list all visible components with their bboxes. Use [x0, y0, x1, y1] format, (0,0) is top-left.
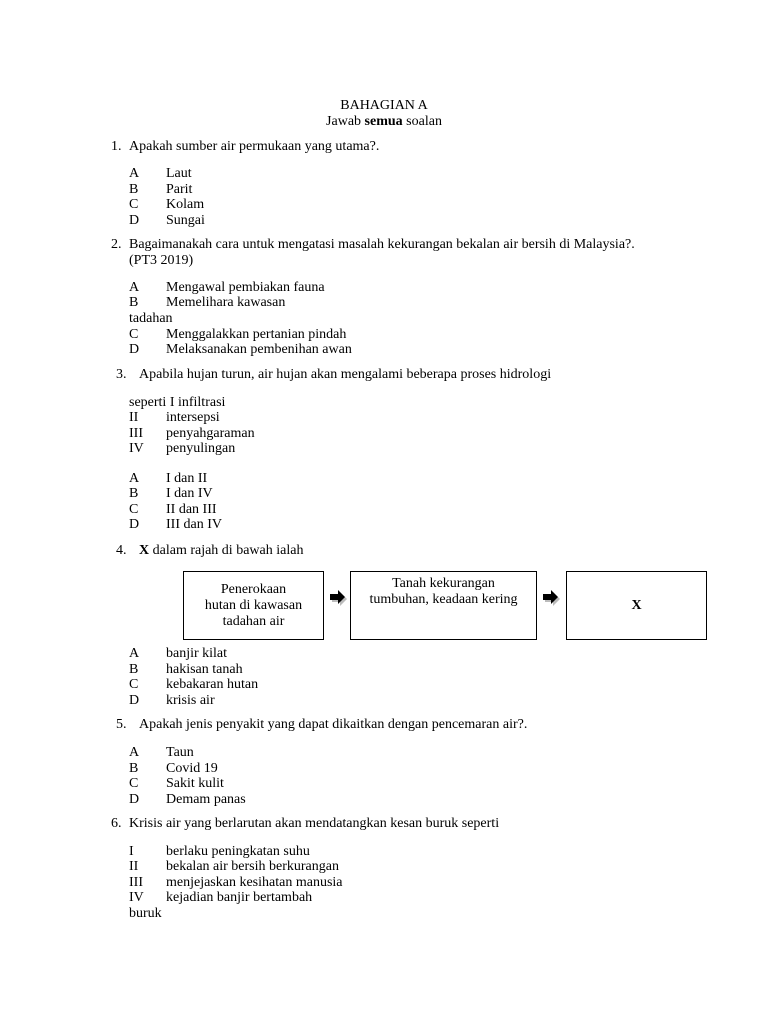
question-3-text: Apabila hujan turun, air hujan akan mengalami beberapa proses hidrologi	[139, 367, 552, 382]
diagram-box-1-line: hutan di kawasan	[204, 597, 303, 613]
option-letter: C	[129, 502, 139, 517]
question-4-number: 4.	[116, 543, 127, 558]
option-text: kebakaran hutan	[166, 677, 259, 692]
option-letter: D	[129, 342, 140, 357]
option-letter: A	[129, 745, 140, 760]
diagram-box-2	[350, 571, 537, 640]
statement-wrap-text: buruk	[129, 906, 162, 921]
option-text: Sungai	[166, 213, 205, 228]
option-text: Parit	[166, 182, 193, 197]
option-letter: C	[129, 776, 139, 791]
option-text: hakisan tanah	[166, 662, 243, 677]
statement-text: berlaku peningkatan suhu	[166, 844, 310, 859]
option-letter: D	[129, 213, 140, 228]
diagram-box-2-line: Tanah kekurangan	[392, 576, 495, 591]
option-text: Memelihara kawasan	[166, 295, 286, 310]
option-letter: D	[129, 792, 140, 807]
option-text: krisis air	[166, 693, 215, 708]
question-6-text: Krisis air yang berlarutan akan mendatangkan kesan buruk seperti	[129, 816, 500, 831]
option-letter: B	[129, 486, 139, 501]
option-text: Laut	[166, 166, 192, 181]
question-3-lead: seperti I infiltrasi	[129, 395, 226, 410]
option-text: III dan IV	[166, 517, 222, 532]
question-5-text: Apakah jenis penyakit yang dapat dikaitkan dengan pencemaran air?.	[139, 717, 528, 732]
question-2-text: Bagaimanakah cara untuk mengatasi masalah kekurangan bekalan air bersih di Malaysia?.	[129, 237, 635, 252]
option-letter: B	[129, 662, 139, 677]
diagram-box-2-text	[369, 576, 517, 608]
option-letter: C	[129, 677, 139, 692]
instruction	[0, 114, 768, 129]
question-2-source: (PT3 2019)	[129, 253, 194, 268]
statement-text: penyulingan	[166, 441, 236, 456]
statement-text: intersepsi	[166, 410, 220, 425]
statement-roman: II	[129, 859, 139, 874]
question-6-number: 6.	[111, 816, 122, 831]
option-text: Demam panas	[166, 792, 246, 807]
question-5-number: 5.	[116, 717, 127, 732]
option-letter: A	[129, 280, 140, 295]
option-text: Taun	[166, 745, 194, 760]
option-letter: B	[129, 295, 139, 310]
option-letter: A	[129, 471, 140, 486]
right-arrow-icon	[328, 589, 348, 609]
instruction-pre: Jawab	[326, 114, 365, 129]
section-title: BAHAGIAN A	[340, 98, 428, 113]
diagram-box-3-label: X	[631, 597, 642, 613]
statement-roman: I	[129, 844, 134, 859]
diagram-box-3	[566, 571, 707, 640]
instruction-post: soalan	[402, 114, 442, 129]
option-text: Sakit kulit	[166, 776, 224, 791]
diagram-box-1	[183, 571, 324, 640]
right-arrow-icon	[541, 589, 561, 609]
statement-roman: III	[129, 875, 143, 890]
option-text: Kolam	[166, 197, 205, 212]
question-4-text	[139, 543, 303, 558]
question-1-text: Apakah sumber air permukaan yang utama?.	[129, 139, 380, 154]
statement-roman: IV	[129, 890, 144, 905]
question-3-number: 3.	[116, 367, 127, 382]
option-letter: C	[129, 197, 139, 212]
option-text: I dan II	[166, 471, 208, 486]
statement-text: bekalan air bersih berkurangan	[166, 859, 339, 874]
diagram-box-1-text	[205, 582, 302, 630]
diagram-box-2-line: tumbuhan, keadaan kering	[369, 592, 518, 607]
instruction-bold: semua	[364, 114, 403, 129]
option-text: Melaksanakan pembenihan awan	[166, 342, 352, 357]
statement-text: kejadian banjir bertambah	[166, 890, 313, 905]
question-4-bold: X	[139, 543, 150, 558]
option-text: Mengawal pembiakan fauna	[166, 280, 325, 295]
option-text: Menggalakkan pertanian pindah	[166, 327, 347, 342]
option-text: banjir kilat	[166, 646, 228, 661]
statement-roman: III	[129, 426, 143, 441]
diagram-box-1-line: tadahan air	[222, 613, 285, 629]
statement-text: menjejaskan kesihatan manusia	[166, 875, 343, 890]
option-letter: A	[129, 166, 140, 181]
option-letter: C	[129, 327, 139, 342]
option-letter: A	[129, 646, 140, 661]
option-wrap-text: tadahan	[129, 311, 173, 326]
option-text: II dan III	[166, 502, 217, 517]
option-text: Covid 19	[166, 761, 218, 776]
question-1-number: 1.	[111, 139, 122, 154]
option-text: I dan IV	[166, 486, 213, 501]
option-letter: B	[129, 761, 139, 776]
statement-roman: IV	[129, 441, 144, 456]
diagram-box-1-line: Penerokaan	[220, 581, 287, 597]
option-letter: B	[129, 182, 139, 197]
statement-roman: II	[129, 410, 139, 425]
question-2-number: 2.	[111, 237, 122, 252]
option-letter: D	[129, 517, 140, 532]
statement-text: penyahgaraman	[166, 426, 255, 441]
option-letter: D	[129, 693, 140, 708]
question-4-rest: dalam rajah di bawah ialah	[149, 543, 304, 558]
